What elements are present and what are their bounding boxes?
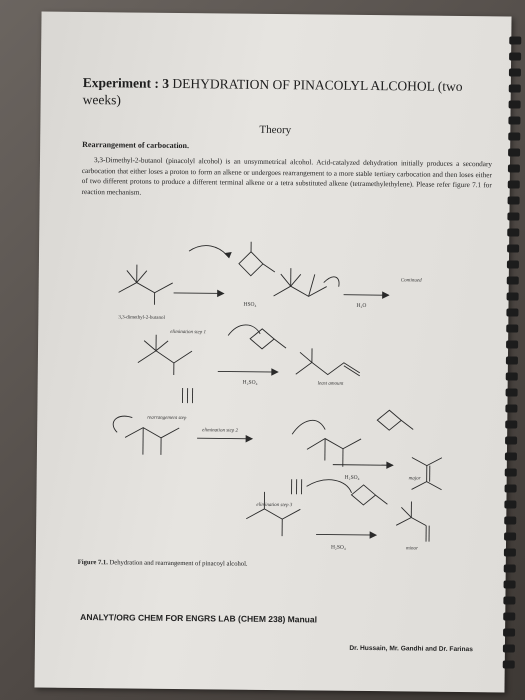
reagent-h2so4-3: H₂SO₄ [330, 544, 346, 551]
binding-ring [505, 468, 517, 476]
binding-ring [504, 564, 516, 572]
reagent-h2o: H₂O [356, 302, 367, 309]
elimination-step-3: elimination step 3 [256, 502, 293, 509]
rearrangement-step: rearrangement step [147, 415, 187, 422]
continued-label: Continued [400, 278, 422, 284]
binding-ring [505, 484, 517, 492]
binding-ring [505, 420, 517, 428]
experiment-label: Experiment : 3 [82, 74, 170, 91]
binding-ring [508, 164, 520, 172]
minor-label: minor [405, 546, 418, 552]
binding-ring [506, 356, 518, 364]
binding-ring [505, 436, 517, 444]
binding-ring [508, 116, 520, 124]
binding-ring [503, 628, 515, 636]
binding-ring [509, 36, 521, 44]
binding-ring [507, 292, 519, 300]
binding-ring [503, 660, 515, 668]
binding-ring [504, 516, 516, 524]
major-label: major [408, 476, 421, 482]
binding-ring [507, 276, 519, 284]
section-heading: Rearrangement of carbocation. [82, 139, 190, 151]
binding-ring [505, 452, 517, 460]
binding-ring [506, 388, 518, 396]
least-amount-label: least amount [317, 381, 344, 387]
binding-ring [507, 228, 519, 236]
binding-ring [508, 148, 520, 156]
binding-ring [506, 372, 518, 380]
theory-title: Theory [259, 123, 292, 137]
binding-ring [509, 100, 521, 108]
figure-label: Figure 7.1. [77, 558, 108, 567]
binding-ring [503, 644, 515, 652]
binding-ring [506, 324, 518, 332]
reaction-mechanism-diagram [76, 222, 500, 566]
binding-ring [504, 548, 516, 556]
binding-ring [505, 404, 517, 412]
figure-caption [78, 559, 248, 568]
reagent-h2so4-2: H₂SO₄ [344, 474, 360, 481]
elimination-step-1: elimination step 1 [170, 329, 207, 336]
binding-ring [508, 180, 520, 188]
page-heading [83, 74, 503, 112]
binding-ring [509, 84, 521, 92]
reagent-hso4: HSO₄ [243, 301, 257, 308]
elimination-step-2: elimination step 2 [202, 428, 239, 434]
experiment-title: DEHYDRATION OF PINACOLYL ALCOHOL (two weeks) [82, 75, 463, 108]
binding-ring [508, 196, 520, 204]
binding-ring [509, 52, 521, 60]
reagent-h2so4-1: H₂SO₄ [242, 379, 258, 386]
binding-ring [504, 532, 516, 540]
binding-ring [504, 500, 516, 508]
binding-ring [507, 212, 519, 220]
theory-paragraph: 3,3-Dimethyl-2-butanol (pinacolyl alcohol) is an unsymmetrical alcohol. Acid-catalyzed dehydration initially produces a secondary carbocation that either loses a proton to form an alkene or undergoes rearrangement to a more stable tertiary carbocation and then loses either of two different protons to produce a different terminal alkene or a tetra substituted alkene (tetramethylethylene). Please refer figure 7.1 for reaction mechanism. [81, 156, 493, 197]
binding-ring [506, 340, 518, 348]
footer-authors: Dr. Hussain, Mr. Gandhi and Dr. Farinas [349, 644, 473, 654]
binding-ring [504, 580, 516, 588]
compound-name: 3,3-dimethyl-2-butanol [118, 315, 165, 321]
binding-ring [507, 260, 519, 268]
figure-caption-text: Dehydration and rearrangement of pinacoyl alcohol. [109, 559, 248, 568]
binding-ring [503, 612, 515, 620]
footer-course: ANALYT/ORG CHEM FOR ENGRS LAB (CHEM 238) Manual [80, 611, 318, 625]
document-page [34, 12, 511, 693]
binding-ring [509, 68, 521, 76]
binding-ring [507, 244, 519, 252]
binding-ring [506, 308, 518, 316]
binding-ring [503, 596, 515, 604]
